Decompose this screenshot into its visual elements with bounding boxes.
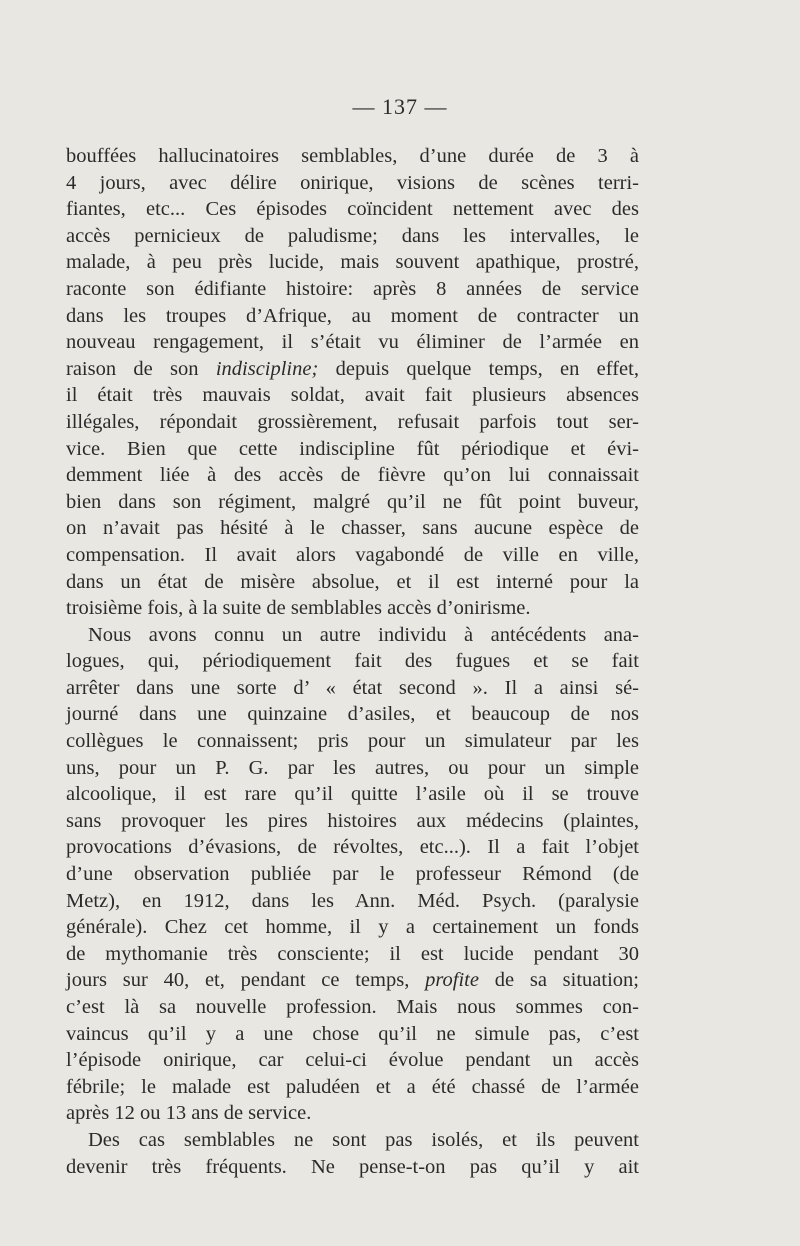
- text-line: alcoolique, il est rare qu’il quitte l’asile où il se trouve: [66, 783, 639, 806]
- text-line: nouveau rengagement, il s’était vu éliminer de l’armée en: [66, 331, 639, 354]
- text-segment: raison de son: [66, 357, 216, 380]
- text-line: compensation. Il avait alors vagabondé de ville en ville,: [66, 543, 639, 566]
- text-line: Nous avons connu un autre individu à antécédents ana-: [88, 623, 639, 646]
- text-line: bouffées hallucinatoires semblables, d’une durée de 3 à: [66, 145, 639, 167]
- text-line: illégales, répondait grossièrement, refusait parfois tout ser-: [66, 410, 639, 433]
- text-line: c’est là sa nouvelle profession. Mais nous sommes con-: [66, 996, 639, 1018]
- text-line: accès pernicieux de paludisme; dans les intervalles, le: [66, 224, 639, 247]
- text-line: 4 jours, avec délire onirique, visions de scènes terri-: [66, 171, 639, 194]
- text-line: devenir très fréquents. Ne pense-t-on pas qu’il y ait: [66, 1155, 639, 1178]
- text-line: de mythomanie très consciente; il est lucide pendant 30: [66, 942, 639, 965]
- text-segment: jours sur 40, et, pendant ce temps,: [66, 969, 426, 992]
- text-line: uns, pour un P. G. par les autres, ou pour un simple: [66, 756, 639, 779]
- text-line: raconte son édifiante histoire: après 8 années de service: [66, 277, 639, 300]
- text-line: collègues le connaissent; pris pour un simulateur par les: [66, 730, 639, 753]
- text-line: Des cas semblables ne sont pas isolés, et ils peuvent: [88, 1128, 639, 1151]
- text-line: générale). Chez cet homme, il y a certainement un fonds: [66, 916, 639, 939]
- text-line: d’une observation publiée par le professeur Rémond (de: [66, 863, 639, 886]
- text-line: provocations d’évasions, de révoltes, etc...). Il a fait l’objet: [66, 836, 639, 859]
- text-line: vaincus qu’il y a une chose qu’il ne simule pas, c’est: [66, 1022, 639, 1045]
- text-line: vice. Bien que cette indiscipline fût périodique et évi-: [66, 437, 639, 460]
- body-text: [66, 143, 639, 1180]
- text-segment: depuis quelque temps, en effet,: [318, 357, 639, 380]
- text-line: [66, 356, 639, 383]
- text-line: dans les troupes d’Afrique, au moment de contracter un: [66, 304, 639, 327]
- text-line: fiantes, etc... Ces épisodes coïncident nettement avec des: [66, 198, 639, 221]
- text-line: Metz), en 1912, dans les Ann. Méd. Psych. (paralysie: [66, 889, 639, 912]
- text-line: journé dans une quinzaine d’asiles, et beaucoup de nos: [66, 703, 639, 726]
- text-line: troisième fois, à la suite de semblables accès d’onirisme.: [66, 597, 531, 620]
- text-line: malade, à peu près lucide, mais souvent apathique, prostré,: [66, 251, 639, 274]
- text-line: il était très mauvais soldat, avait fait plusieurs absences: [66, 384, 639, 407]
- italic-word: indiscipline;: [215, 357, 319, 380]
- text-line: l’épisode onirique, car celui-ci évolue pendant un accès: [66, 1049, 639, 1072]
- italic-word: profite: [425, 969, 479, 992]
- text-line: [66, 967, 639, 994]
- text-line: bien dans son régiment, malgré qu’il ne fût point buveur,: [66, 490, 639, 513]
- text-line: fébrile; le malade est paludéen et a été chassé de l’armée: [66, 1075, 639, 1098]
- text-line: après 12 ou 13 ans de service.: [66, 1102, 312, 1125]
- text-line: logues, qui, périodiquement fait des fugues et se fait: [66, 650, 639, 673]
- text-line: dans un état de misère absolue, et il est interné pour la: [66, 570, 639, 593]
- text-line: on n’avait pas hésité à le chasser, sans aucune espèce de: [66, 517, 639, 540]
- text-line: sans provoquer les pires histoires aux médecins (plaintes,: [66, 809, 639, 832]
- text-segment: de sa situation;: [478, 969, 639, 992]
- page-number: — 137 —: [352, 94, 448, 119]
- text-line: arrêter dans une sorte d’ « état second ». Il a ainsi sé-: [66, 676, 639, 699]
- text-line: demment liée à des accès de fièvre qu’on lui connaissait: [66, 464, 639, 487]
